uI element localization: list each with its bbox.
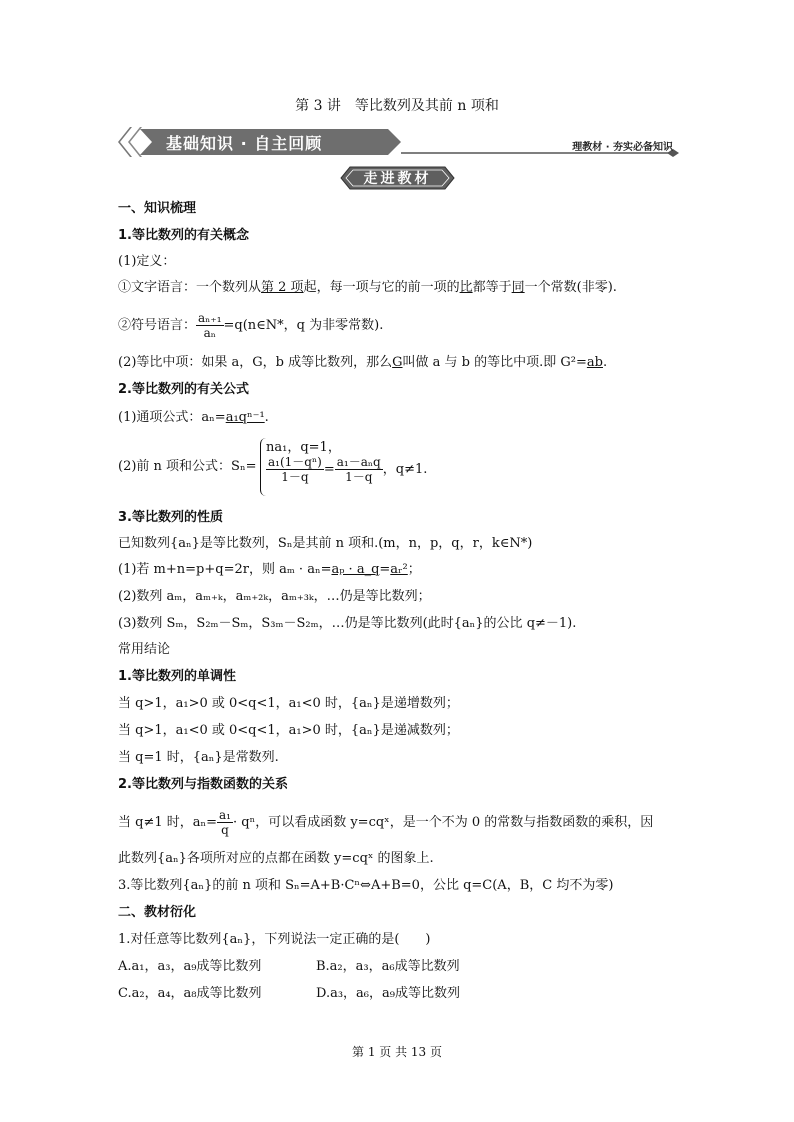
sum-fraction-1: [266, 455, 324, 484]
sum-case-1: na₁，q=1，: [266, 440, 341, 455]
text-part: ①文字语言：一个数列从: [118, 280, 262, 295]
text-part: 一个常数(非零).: [524, 280, 617, 295]
underlined-answer: aᵣ²: [390, 562, 408, 577]
section-banner: [118, 127, 683, 157]
text-part: ；: [407, 562, 421, 577]
underlined-answer: 第 2 项: [261, 280, 304, 295]
property-intro: 已知数列{aₙ}是等比数列，Sₙ是其前 n 项和.(m，n，p，q，r，k∈N*): [118, 536, 533, 551]
page-title: 第 3 讲 等比数列及其前 n 项和: [295, 98, 499, 114]
text-part: 当 q≠1 时，aₙ=: [118, 815, 218, 830]
fraction-numerator: a₁: [219, 808, 231, 822]
text-part: .: [602, 355, 608, 370]
page-footer: 第 1 页 共 13 页: [352, 1045, 442, 1059]
underlined-answer: 同: [511, 280, 525, 295]
option-c: C.a₂，a₄，a₈成等比数列: [118, 986, 262, 1001]
question-1: 1.对任意等比数列{aₙ}，下列说法一定正确的是( ): [118, 932, 431, 947]
section-1-heading: 一、知识梳理: [118, 201, 197, 216]
property-3: (3)数列 Sₘ，S₂ₘ－Sₘ，S₃ₘ－S₂ₘ，…仍是等比数列(此时{aₙ}的公比 q≠－1).: [118, 616, 577, 631]
text-part: (1)通项公式：aₙ=: [118, 410, 226, 425]
text-part: .: [264, 410, 269, 425]
banner-subtitle: 理教材 · 夯实必备知识: [572, 142, 673, 153]
text-part: ②符号语言：: [118, 318, 197, 333]
sub-banner: [340, 166, 455, 190]
concept-heading: 1.等比数列的有关概念: [118, 228, 249, 243]
text-part: 都等于: [472, 280, 512, 295]
formula-heading: 2.等比数列的有关公式: [118, 382, 249, 397]
underlined-answer: a₁qⁿ⁻¹: [225, 410, 265, 425]
sum-form-conclusion: 3.等比数列{aₙ}的前 n 项和 Sₙ=A+B·Cⁿ⇔A+B=0，公比 q=C(A，B，C 均不为零): [118, 878, 614, 893]
fraction-numerator: a₁－aₙq: [336, 455, 381, 469]
property-2: (2)数列 aₘ，aₘ₊ₖ，aₘ₊₂ₖ，aₘ₊₃ₖ，…仍是等比数列；: [118, 589, 431, 604]
fraction-denominator: 1－q: [345, 470, 373, 484]
text-part: 起，每一项与它的前一项的: [303, 280, 460, 295]
fraction-numerator: a₁(1－qⁿ): [268, 455, 322, 469]
text-part: 叫做 a 与 b 的等比中项.即 G²=: [402, 355, 587, 370]
definition-label: (1)定义：: [118, 254, 176, 269]
option-a: A.a₁，a₃，a₉成等比数列: [118, 959, 262, 974]
text-part: =: [323, 462, 335, 477]
fraction-denominator: q: [221, 823, 229, 837]
exponential-line-2: 此数列{aₙ}各项所对应的点都在函数 y=cqˣ 的图象上.: [118, 851, 434, 866]
common-conclusions: 常用结论: [118, 642, 171, 657]
fraction-denominator: 1－q: [281, 470, 309, 484]
general-term: [118, 409, 269, 427]
ratio-fraction: [196, 311, 224, 340]
option-d: D.a₃，a₆，a₉成等比数列: [316, 986, 460, 1001]
section-2-heading: 二、教材衍化: [118, 905, 197, 920]
text-part: =: [379, 562, 391, 577]
sum-case-2: [266, 455, 427, 484]
word-definition: [118, 279, 617, 297]
symbol-definition: [118, 311, 383, 340]
text-part: (1)若 m+n=p+q=2r，则 aₘ · aₙ=: [118, 562, 332, 577]
underlined-answer: G: [392, 355, 403, 370]
a1-over-q-fraction: [217, 808, 233, 837]
sub-banner-label: 走进教材: [363, 171, 432, 187]
monotonic-line-2: 当 q>1，a₁<0 或 0<q<1，a₁>0 时，{aₙ}是递减数列；: [118, 723, 459, 738]
monotonic-line-3: 当 q=1 时，{aₙ}是常数列.: [118, 750, 279, 765]
banner-title: 基础知识 · 自主回顾: [166, 134, 323, 153]
text-part: ，q≠1.: [382, 462, 428, 477]
exponential-line-1: [118, 808, 653, 837]
exponential-heading: 2.等比数列与指数函数的关系: [118, 777, 288, 792]
property-heading: 3.等比数列的性质: [118, 510, 223, 525]
text-part: (2)等比中项：如果 a，G，b 成等比数列，那么: [118, 355, 393, 370]
option-b: B.a₂，a₃，a₆成等比数列: [316, 959, 460, 974]
monotonic-line-1: 当 q>1，a₁>0 或 0<q<1，a₁<0 时，{aₙ}是递增数列；: [118, 696, 459, 711]
geometric-mean: [118, 354, 607, 372]
fraction-numerator: aₙ₊₁: [198, 311, 222, 325]
sum-label: (2)前 n 项和公式：Sₙ=: [118, 459, 257, 474]
text-part: · qⁿ，可以看成函数 y=cqˣ，是一个不为 0 的常数与指数函数的乘积，因: [233, 815, 654, 830]
property-1: [118, 561, 421, 579]
sum-fraction-2: [335, 455, 383, 484]
monotonic-heading: 1.等比数列的单调性: [118, 669, 236, 684]
underlined-answer: 比: [459, 280, 473, 295]
underlined-answer: ab: [586, 355, 603, 370]
underlined-answer: aₚ · a_q: [331, 562, 380, 577]
fraction-denominator: aₙ: [203, 326, 216, 340]
text-part: =q(n∈N*，q 为非零常数).: [223, 318, 384, 333]
